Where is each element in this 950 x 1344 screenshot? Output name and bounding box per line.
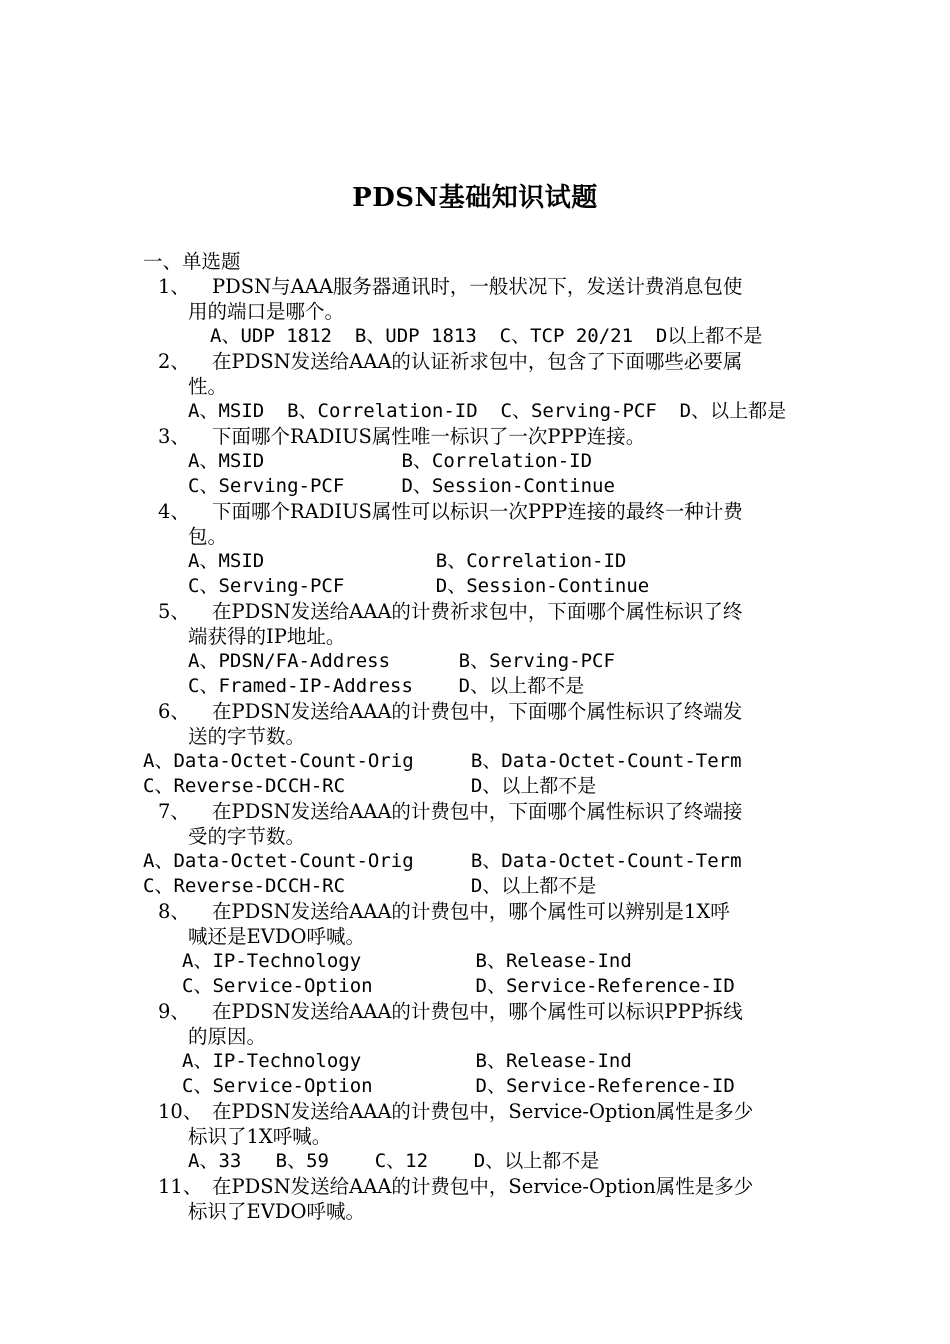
- question-text-cont: 受的字节数。: [188, 825, 306, 848]
- question-text-cont: 包。: [188, 525, 228, 548]
- question-6: [158, 699, 742, 724]
- question-5: [158, 599, 742, 624]
- question-number: 9、: [158, 1000, 190, 1023]
- question-2: [158, 349, 742, 374]
- question-number: 2、: [158, 350, 190, 373]
- question-4: [158, 499, 743, 524]
- question-text: 在PDSN发送给AAA的计费包中，下面哪个属性标识了终端接: [212, 800, 743, 823]
- option-line: A、33 B、59 C、12 D、以上都不是: [188, 1150, 600, 1172]
- question-number: 7、: [158, 800, 190, 823]
- question-8: [158, 899, 730, 924]
- question-text-cont: 喊还是EVDO呼喊。: [188, 925, 365, 948]
- question-7: [158, 799, 742, 824]
- question-text: 下面哪个RADIUS属性唯一标识了一次PPP连接。: [212, 425, 646, 448]
- question-number: 5、: [158, 600, 190, 623]
- question-text: 下面哪个RADIUS属性可以标识一次PPP连接的最终一种计费: [212, 500, 743, 523]
- question-text-cont: 送的字节数。: [188, 725, 306, 748]
- question-text-cont: 标识了1X呼喊。: [188, 1125, 332, 1148]
- option-line: A、MSID B、Correlation-ID C、Serving-PCF D、以上都是: [188, 400, 787, 422]
- question-number: 1、: [158, 275, 190, 298]
- question-text: PDSN与AAA服务器通讯时，一般状况下，发送计费消息包使: [212, 275, 743, 298]
- question-10: [158, 1099, 753, 1124]
- question-number: 4、: [158, 500, 190, 523]
- option-line: C、Service-Option D、Service-Reference-ID: [182, 1075, 735, 1097]
- option-line: C、Service-Option D、Service-Reference-ID: [182, 975, 735, 997]
- section-heading: 一、单选题: [143, 250, 241, 273]
- question-number: 3、: [158, 425, 190, 448]
- question-number: 10、: [158, 1100, 203, 1123]
- question-text-cont: 端获得的IP地址。: [188, 625, 346, 648]
- question-number: 6、: [158, 700, 190, 723]
- question-3: [158, 424, 645, 449]
- question-number: 11、: [158, 1175, 203, 1198]
- option-line: A、Data-Octet-Count-Orig B、Data-Octet-Count-Term: [143, 750, 742, 772]
- question-text: 在PDSN发送给AAA的计费包中，哪个属性可以标识PPP拆线: [212, 1000, 743, 1023]
- option-line: A、IP-Technology B、Release-Ind: [182, 950, 632, 972]
- option-line: C、Reverse-DCCH-RC D、以上都不是: [143, 775, 597, 797]
- question-text: 在PDSN发送给AAA的计费包中，Service-Option属性是多少: [212, 1100, 754, 1123]
- option-line: A、UDP 1812 B、UDP 1813 C、TCP 20/21 D以上都不是: [210, 325, 763, 347]
- question-text: 在PDSN发送给AAA的认证祈求包中，包含了下面哪些必要属: [212, 350, 743, 373]
- question-text-cont: 用的端口是哪个。: [188, 300, 345, 323]
- question-number: 8、: [158, 900, 190, 923]
- question-text: 在PDSN发送给AAA的计费包中，哪个属性可以辨别是1X呼: [212, 900, 730, 923]
- question-1: [158, 274, 742, 299]
- option-line: A、Data-Octet-Count-Orig B、Data-Octet-Count-Term: [143, 850, 742, 872]
- option-line: C、Serving-PCF D、Session-Continue: [188, 475, 615, 497]
- question-11: [158, 1174, 753, 1199]
- question-text-cont: 性。: [188, 375, 228, 398]
- question-text: 在PDSN发送给AAA的计费包中，Service-Option属性是多少: [212, 1175, 754, 1198]
- question-9: [158, 999, 743, 1024]
- question-text: 在PDSN发送给AAA的计费祈求包中，下面哪个属性标识了终: [212, 600, 743, 623]
- option-line: A、MSID B、Correlation-ID: [188, 450, 593, 472]
- page-title: PDSN基础知识试题: [352, 183, 598, 213]
- option-line: C、Reverse-DCCH-RC D、以上都不是: [143, 875, 597, 897]
- question-text: 在PDSN发送给AAA的计费包中，下面哪个属性标识了终端发: [212, 700, 743, 723]
- option-line: C、Framed-IP-Address D、以上都不是: [188, 675, 585, 697]
- question-text-cont: 的原因。: [188, 1025, 267, 1048]
- option-line: A、IP-Technology B、Release-Ind: [182, 1050, 632, 1072]
- option-line: A、MSID B、Correlation-ID: [188, 550, 627, 572]
- option-line: C、Serving-PCF D、Session-Continue: [188, 575, 650, 597]
- question-text-cont: 标识了EVDO呼喊。: [188, 1200, 365, 1223]
- option-line: A、PDSN/FA-Address B、Serving-PCF: [188, 650, 615, 672]
